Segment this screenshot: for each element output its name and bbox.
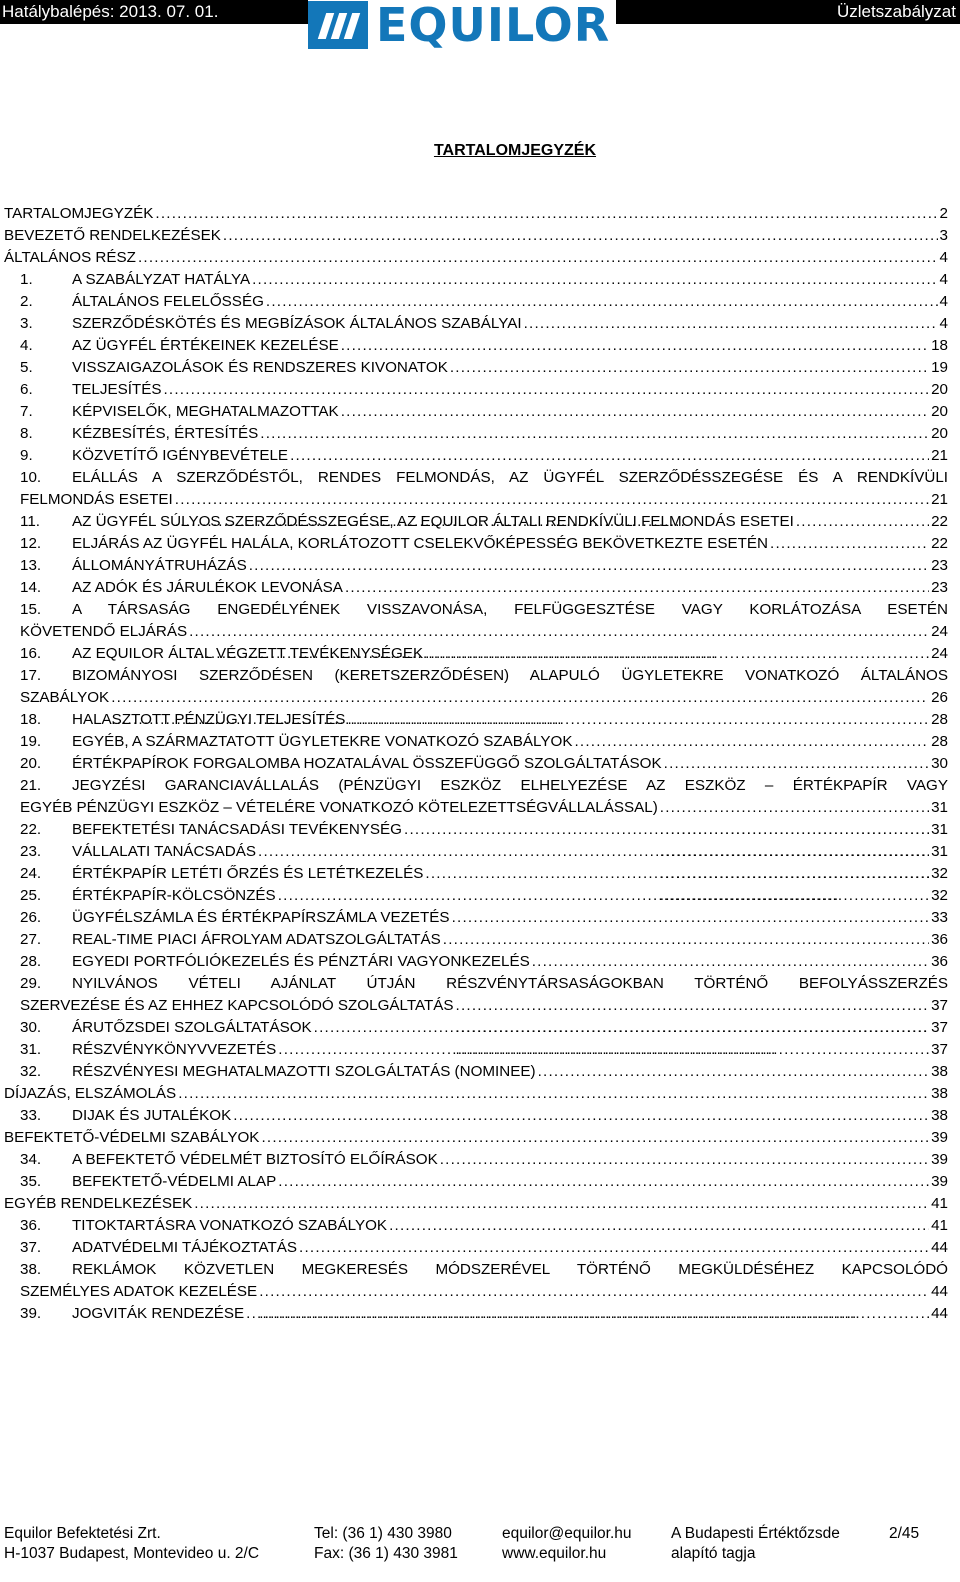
footer-page-number: 2/45 [889, 1525, 920, 1542]
toc-entry-number: 6. [20, 381, 33, 398]
toc-entry[interactable] [4, 731, 948, 753]
toc-entry[interactable] [4, 1215, 948, 1237]
toc-entry-title: BEFEKTETŐ-VÉDELMI ALAP [72, 1173, 277, 1190]
toc-entry-title: VISSZAIGAZOLÁSOK ÉS RENDSZERES KIVONATOK [72, 359, 448, 376]
toc-entry-number: 10. [20, 469, 42, 486]
toc-entry-title: BEFEKTETÉSI TANÁCSADÁSI TEVÉKENYSÉG [72, 821, 403, 838]
toc-entry[interactable] [4, 973, 948, 995]
toc-entry-number: 7. [20, 403, 33, 420]
toc-entry-title: ÁRUTŐZSDEI SZOLGÁLTATÁSOK [72, 1019, 312, 1036]
toc-entry[interactable] [4, 841, 948, 863]
toc-entry-number: 19. [20, 733, 42, 750]
toc-page-number: 37 [931, 1041, 948, 1058]
toc-entry[interactable] [4, 819, 948, 841]
footer-member-line2: alapító tagja [671, 1545, 756, 1562]
toc-page-number: 18 [931, 337, 948, 354]
toc-entry-continuation[interactable] [4, 1281, 948, 1303]
toc-entry-continuation[interactable] [4, 995, 948, 1017]
toc-entry-number: 37. [20, 1239, 42, 1256]
toc-entry-number: 30. [20, 1019, 42, 1036]
toc-page-number: 23 [931, 579, 948, 596]
toc-entry[interactable] [4, 445, 948, 467]
effective-date: Hatálybalépés: 2013. 07. 01. [0, 0, 960, 24]
toc-entry[interactable] [4, 599, 948, 621]
toc-entry-title-cont: EGYÉB PÉNZÜGYI ESZKÖZ – VÉTELÉRE VONATKOZÓ KÖTELEZETTSÉGVÁLLALÁSSAL) [20, 799, 658, 816]
toc-section-heading[interactable] [4, 1083, 948, 1105]
toc-page-number: 4 [939, 271, 948, 288]
toc-entry-number: 21. [20, 777, 42, 794]
toc-entry[interactable] [4, 907, 948, 929]
toc-entry-title: BIZOMÁNYOSI SZERZŐDÉSEN (KERETSZERZŐDÉSEN) ALAPULÓ ÜGYLETEKRE VONATKOZÓ ÁLTALÁNOS [72, 667, 948, 684]
toc-entry[interactable] [4, 313, 948, 335]
toc-entry-number: 38. [20, 1261, 42, 1278]
toc-entry[interactable] [4, 423, 948, 445]
toc-entry-title-cont: SZEMÉLYES ADATOK KEZELÉSE [20, 1283, 258, 1300]
toc-entry-title: A BEFEKTETŐ VÉDELMÉT BIZTOSÍTÓ ELŐÍRÁSOK [72, 1151, 438, 1168]
toc-leader [278, 1039, 929, 1061]
toc-leader [278, 1171, 929, 1193]
footer-member-line1: A Budapesti Értéktőzsde [671, 1525, 840, 1542]
toc-entry-title: AZ ÜGYFÉL ÉRTÉKEINEK KEZELÉSE [72, 337, 339, 354]
toc-page-number: 28 [931, 711, 948, 728]
toc-leader [770, 533, 929, 555]
toc-entry-number: 33. [20, 1107, 42, 1124]
toc-leader [178, 1083, 929, 1105]
toc-entry-title: ÉRTÉKPAPÍR-KÖLCSÖNZÉS [72, 887, 276, 904]
toc-section-heading[interactable] [4, 203, 948, 225]
toc-entry[interactable] [4, 577, 948, 599]
toc-leader [194, 1193, 929, 1215]
toc-entry[interactable] [4, 1237, 948, 1259]
toc-entry-number: 9. [20, 447, 33, 464]
toc-entry-title: TITOKTARTÁSRA VONATKOZÓ SZABÁLYOK [72, 1217, 388, 1234]
equilor-logo [308, 0, 616, 50]
toc-entry-number: 14. [20, 579, 42, 596]
toc-leader [443, 929, 929, 951]
toc-entry-title: EGYÉB RENDELKEZÉSEK [4, 1195, 193, 1212]
toc-leader [246, 1303, 929, 1325]
toc-entry-title: ÁLTALÁNOS RÉSZ [4, 249, 136, 266]
toc-entry-number: 32. [20, 1063, 42, 1080]
toc-leader [155, 203, 937, 225]
toc-leader [260, 423, 929, 445]
toc-page-number: 39 [931, 1173, 948, 1190]
toc-entry[interactable] [4, 511, 948, 533]
logo-mark-icon [308, 1, 368, 49]
toc-entry-number: 8. [20, 425, 33, 442]
toc-entry[interactable] [4, 291, 948, 313]
toc-leader [574, 731, 929, 753]
toc-page-number: 22 [931, 535, 948, 552]
toc-page-number: 36 [931, 953, 948, 970]
toc-page-number: 38 [931, 1085, 948, 1102]
table-of-contents [4, 203, 948, 1325]
toc-page-number: 20 [931, 381, 948, 398]
toc-section-heading[interactable] [4, 1127, 948, 1149]
toc-section-heading[interactable] [4, 247, 948, 269]
toc-entry-title: A SZABÁLYZAT HATÁLYA [72, 271, 251, 288]
toc-entry-number: 17. [20, 667, 42, 684]
toc-entry[interactable] [4, 401, 948, 423]
toc-entry[interactable] [4, 929, 948, 951]
toc-entry-title: KÖZVETÍTŐ IGÉNYBEVÉTELE [72, 447, 289, 464]
toc-leader [258, 841, 929, 863]
toc-entry-title: AZ EQUILOR ÁLTAL VÉGZETT TEVÉKENYSÉGEK [72, 645, 424, 662]
toc-leader [452, 907, 930, 929]
toc-entry-title-cont: FELMONDÁS ESETEI [20, 491, 173, 508]
toc-page-number: 39 [931, 1151, 948, 1168]
toc-entry[interactable] [4, 1303, 948, 1325]
toc-leader [249, 555, 929, 577]
toc-page-number: 3 [939, 227, 948, 244]
toc-page-number: 39 [931, 1129, 948, 1146]
toc-entry-number: 28. [20, 953, 42, 970]
toc-entry[interactable] [4, 753, 948, 775]
toc-leader [450, 357, 929, 379]
toc-entry-number: 29. [20, 975, 42, 992]
toc-page-number: 38 [931, 1107, 948, 1124]
toc-entry-number: 24. [20, 865, 42, 882]
toc-entry-title: BEFEKTETŐ-VÉDELMI SZABÁLYOK [4, 1129, 260, 1146]
toc-leader [290, 445, 929, 467]
toc-entry-continuation[interactable] [4, 489, 948, 511]
toc-section-heading[interactable] [4, 225, 948, 247]
toc-page-number: 2 [939, 205, 948, 222]
toc-page-number: 24 [931, 645, 948, 662]
toc-leader [261, 1127, 929, 1149]
toc-entry-title: ÁLTALÁNOS FELELŐSSÉG [72, 293, 264, 310]
toc-entry-number: 4. [20, 337, 33, 354]
toc-page-number: 19 [931, 359, 948, 376]
toc-leader [796, 511, 929, 533]
toc-entry-title: SZERZŐDÉSKÖTÉS ÉS MEGBÍZÁSOK ÁLTALÁNOS SZABÁLYAI [72, 315, 522, 332]
footer-tel: Tel: (36 1) 430 3980 [314, 1525, 452, 1542]
toc-page-number: 21 [931, 447, 948, 464]
toc-entry[interactable] [4, 357, 948, 379]
footer-web[interactable]: www.equilor.hu [502, 1545, 607, 1562]
toc-entry-title: DIJAK ÉS JUTALÉKOK [72, 1107, 232, 1124]
toc-entry[interactable] [4, 1259, 948, 1281]
toc-entry-number: 13. [20, 557, 42, 574]
toc-page-number: 20 [931, 403, 948, 420]
toc-page-number: 31 [931, 843, 948, 860]
toc-entry[interactable] [4, 1171, 948, 1193]
toc-entry-title: KÉPVISELŐK, MEGHATALMAZOTTAK [72, 403, 339, 420]
toc-page-number: 32 [931, 865, 948, 882]
toc-page-number: 44 [931, 1283, 948, 1300]
toc-leader [299, 1237, 929, 1259]
toc-page-number: 41 [931, 1195, 948, 1212]
toc-leader [266, 291, 938, 313]
toc-entry-title-cont: SZERVEZÉSE ÉS AZ EHHEZ KAPCSOLÓDÓ SZOLGÁLTATÁS [20, 997, 454, 1014]
toc-entry-title: AZ ÜGYFÉL SÚLYOS SZERZŐDÉSSZEGÉSE, AZ EQUILOR ÁLTALI RENDKÍVÜLI FELMONDÁS ESETEI [72, 513, 794, 530]
toc-page-number: 32 [931, 887, 948, 904]
toc-entry-number: 25. [20, 887, 42, 904]
page-header [0, 0, 960, 54]
toc-leader [404, 819, 929, 841]
toc-entry-title-cont: KÖVETENDŐ ELJÁRÁS [20, 623, 188, 640]
toc-page-number: 38 [931, 1063, 948, 1080]
toc-entry-title: EGYEDI PORTFÓLIÓKEZELÉS ÉS PÉNZTÁRI VAGYONKEZELÉS [72, 953, 530, 970]
toc-entry-title: AZ ADÓK ÉS JÁRULÉKOK LEVONÁSA [72, 579, 343, 596]
toc-entry-title: A TÁRSASÁG ENGEDÉLYÉNEK VISSZAVONÁSA, FELFÜGGESZTÉSE VAGY KORLÁTOZÁSA ESETÉN [72, 601, 948, 618]
footer-company: Equilor Befektetési Zrt. [4, 1525, 161, 1542]
toc-entry-number: 5. [20, 359, 33, 376]
toc-entry[interactable] [4, 1017, 948, 1039]
toc-entry-title: JEGYZÉSI GARANCIAVÁLLALÁS (PÉNZÜGYI ESZKÖZ ELHELYEZÉSE AZ ESZKÖZ – ÉRTÉKPAPÍR VAGY [72, 777, 948, 794]
toc-leader [347, 709, 929, 731]
toc-leader [345, 577, 929, 599]
toc-entry[interactable] [4, 951, 948, 973]
toc-entry-title: VÁLLALATI TANÁCSADÁS [72, 843, 257, 860]
toc-entry-number: 16. [20, 645, 42, 662]
toc-entry[interactable] [4, 1039, 948, 1061]
toc-entry-number: 27. [20, 931, 42, 948]
toc-page-number: 28 [931, 733, 948, 750]
toc-leader [341, 401, 929, 423]
toc-entry[interactable] [4, 555, 948, 577]
toc-entry-number: 1. [20, 271, 33, 288]
toc-entry-number: 15. [20, 601, 42, 618]
toc-page-number: 23 [931, 557, 948, 574]
toc-entry-number: 2. [20, 293, 33, 310]
toc-page-number: 22 [931, 513, 948, 530]
toc-entry-title: ELJÁRÁS AZ ÜGYFÉL HALÁLA, KORLÁTOZOTT CSELEKVŐKÉPESSÉG BEKÖVETKEZTE ESETÉN [72, 535, 769, 552]
toc-leader [163, 379, 929, 401]
toc-entry-title: ADATVÉDELMI TÁJÉKOZTATÁS [72, 1239, 298, 1256]
toc-entry-number: 20. [20, 755, 42, 772]
toc-page-number: 26 [931, 689, 948, 706]
toc-entry[interactable] [4, 467, 948, 489]
toc-entry-number: 12. [20, 535, 42, 552]
toc-page-number: 41 [931, 1217, 948, 1234]
toc-entry[interactable] [4, 1061, 948, 1083]
toc-entry-continuation[interactable] [4, 687, 948, 709]
toc-leader [440, 1149, 929, 1171]
toc-entry-number: 31. [20, 1041, 42, 1058]
toc-entry-title: ELÁLLÁS A SZERZŐDÉSTŐL, RENDES FELMONDÁS, AZ ÜGYFÉL SZERZŐDÉSSZEGÉSE ÉS A RENDKÍVÜLI [72, 469, 948, 486]
toc-entry[interactable] [4, 775, 948, 797]
toc-leader [425, 643, 929, 665]
toc-entry-title: REAL-TIME PIACI ÁFROLYAM ADATSZOLGÁLTATÁS [72, 931, 441, 948]
toc-page-number: 4 [939, 293, 948, 310]
toc-leader [138, 247, 938, 269]
toc-entry[interactable] [4, 1105, 948, 1127]
toc-leader [425, 863, 929, 885]
toc-page-number: 4 [939, 315, 948, 332]
toc-entry-number: 22. [20, 821, 42, 838]
toc-entry-continuation[interactable] [4, 797, 948, 819]
toc-entry-title: ÜGYFÉLSZÁMLA ÉS ÉRTÉKPAPÍRSZÁMLA VEZETÉS [72, 909, 450, 926]
toc-entry-title: KÉZBESÍTÉS, ÉRTESÍTÉS [72, 425, 259, 442]
footer-fax: Fax: (36 1) 430 3981 [314, 1545, 458, 1562]
toc-leader [538, 1061, 930, 1083]
toc-entry-number: 36. [20, 1217, 42, 1234]
toc-leader [314, 1017, 929, 1039]
toc-entry-number: 39. [20, 1305, 42, 1322]
toc-page-number: 31 [931, 799, 948, 816]
toc-entry-title: RÉSZVÉNYKÖNYVVEZETÉS [72, 1041, 277, 1058]
toc-entry-title-cont: SZABÁLYOK [20, 689, 110, 706]
toc-page-number: 20 [931, 425, 948, 442]
footer-email[interactable]: equilor@equilor.hu [502, 1525, 632, 1542]
toc-entry[interactable] [4, 533, 948, 555]
toc-entry-number: 35. [20, 1173, 42, 1190]
toc-entry[interactable] [4, 335, 948, 357]
toc-page-number: 30 [931, 755, 948, 772]
toc-leader [389, 1215, 929, 1237]
logo-text: EQUILOR [376, 0, 611, 52]
toc-page-number: 31 [931, 821, 948, 838]
toc-entry-number: 3. [20, 315, 33, 332]
toc-leader [524, 313, 938, 335]
toc-entry-number: 18. [20, 711, 42, 728]
toc-entry-title: JOGVITÁK RENDEZÉSE [72, 1305, 245, 1322]
toc-title: TARTALOMJEGYZÉK [433, 142, 597, 159]
toc-page-number: 37 [931, 997, 948, 1014]
toc-entry[interactable] [4, 885, 948, 907]
toc-entry-title: NYILVÁNOS VÉTELI AJÁNLAT ÚTJÁN RÉSZVÉNYTÁRSASÁGOKBAN TÖRTÉNŐ BEFOLYÁSSZERZÉS [72, 975, 948, 992]
toc-entry-title: HALASZTOTT PÉNZÜGYI TELJESÍTÉS [72, 711, 346, 728]
toc-entry[interactable] [4, 665, 948, 687]
toc-entry-title: EGYÉB, A SZÁRMAZTATOTT ÜGYLETEKRE VONATKOZÓ SZABÁLYOK [72, 733, 573, 750]
toc-page-number: 44 [931, 1239, 948, 1256]
toc-entry-number: 34. [20, 1151, 42, 1168]
toc-page-number: 33 [931, 909, 948, 926]
toc-entry-title: TARTALOMJEGYZÉK [4, 205, 154, 222]
toc-leader [664, 753, 929, 775]
toc-entry-continuation[interactable] [4, 621, 948, 643]
toc-entry-title: DÍJAZÁS, ELSZÁMOLÁS [4, 1085, 177, 1102]
toc-entry-title: TELJESÍTÉS [72, 381, 162, 398]
document-type: Üzletszabályzat [836, 2, 956, 21]
toc-entry-title: ÉRTÉKPAPÍROK FORGALOMBA HOZATALÁVAL ÖSSZEFÜGGŐ SZOLGÁLTATÁSOK [72, 755, 662, 772]
toc-page-number: 24 [931, 623, 948, 640]
toc-entry[interactable] [4, 269, 948, 291]
toc-entry-number: 11. [20, 513, 40, 530]
toc-leader [341, 335, 929, 357]
toc-entry[interactable] [4, 643, 948, 665]
toc-entry-title: REKLÁMOK KÖZVETLEN MEGKERESÉS MÓDSZERÉVEL TÖRTÉNŐ MEGKÜLDÉSÉHEZ KAPCSOLÓDÓ [72, 1261, 948, 1278]
toc-leader [252, 269, 937, 291]
footer-address: H-1037 Budapest, Montevideo u. 2/C [4, 1545, 260, 1562]
toc-leader [532, 951, 929, 973]
toc-page-number: 37 [931, 1019, 948, 1036]
toc-page-number: 44 [931, 1305, 948, 1322]
toc-entry-title: ÉRTÉKPAPÍR LETÉTI ŐRZÉS ÉS LETÉTKEZELÉS [72, 865, 424, 882]
toc-entry[interactable] [4, 709, 948, 731]
toc-entry[interactable] [4, 379, 948, 401]
toc-section-heading[interactable] [4, 1193, 948, 1215]
toc-entry[interactable] [4, 863, 948, 885]
toc-leader [278, 885, 929, 907]
toc-entry-title: RÉSZVÉNYESI MEGHATALMAZOTTI SZOLGÁLTATÁS (NOMINEE) [72, 1063, 536, 1080]
toc-entry-number: 26. [20, 909, 42, 926]
toc-page-number: 36 [931, 931, 948, 948]
toc-entry-title: ÁLLOMÁNYÁTRUHÁZÁS [72, 557, 247, 574]
toc-leader [223, 225, 938, 247]
toc-entry[interactable] [4, 1149, 948, 1171]
toc-page-number: 4 [939, 249, 948, 266]
toc-leader [233, 1105, 929, 1127]
toc-entry-title: BEVEZETŐ RENDELKEZÉSEK [4, 227, 221, 244]
toc-page-number: 21 [931, 491, 948, 508]
toc-entry-number: 23. [20, 843, 42, 860]
